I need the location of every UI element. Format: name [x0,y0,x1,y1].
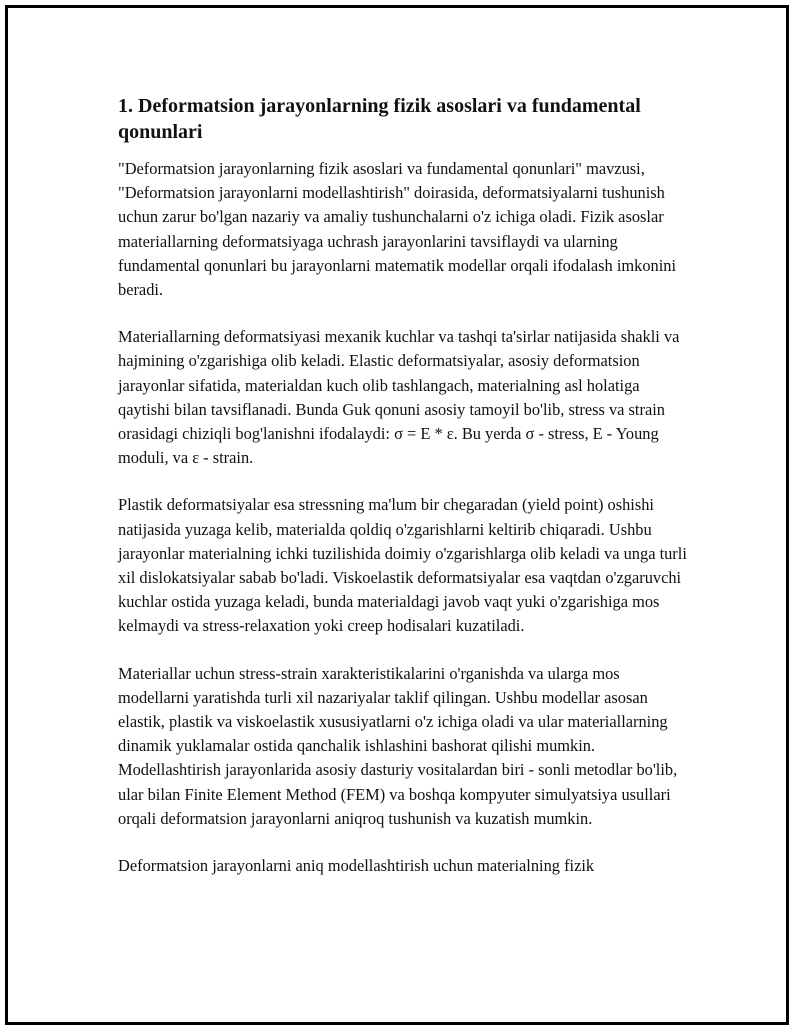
paragraph-stress-strain-models: Materiallar uchun stress-strain xarakteristikalarini o'rganishda va ularga mos modellarni yaratishda turli xil nazariyalar taklif qilingan. Ushbu modellar asosan elastik, plastik va viskoelastik xususiyatlarni o'z ichiga oladi va ular materiallarning dinamik yuklamalar ostida qanchalik ishlashini bashorat qilishi mumkin. Modellashtirish jarayonlarida asosiy dasturiy vositalardan biri - sonli metodlar bo'lib, ular bilan Finite Element Method (FEM) va boshqa kompyuter simulyatsiya usullari orqali deformatsion jarayonlarni aniqroq tushunish va kuzatish mumkin. [118,663,678,828]
section-heading: 1. Deformatsion jarayonlarning fizik asoslari va fundamental qonunlari [118,95,641,143]
paragraph-elastic-deformation: Materiallarning deformatsiyasi mexanik kuchlar va tashqi ta'sirlar natijasida shakli va hajmining o'zgarishiga olib keladi. Elastic deformatsiyalar, asosiy deformatsion jarayonlar sifatida, materialdan kuch olib tashlangach, materialning asl holatiga qaytishi bilan tavsiflanadi. Bunda Guk qonuni asosiy tamoyil bo'lib, stress va strain orasidagi chiziqli bog'lanishni ifodalaydi: σ = E * ε. Bu yerda σ - stress, E - Young moduli, va ε - strain. [118,327,680,468]
document-body [118,93,688,901]
paragraph-modelling-continued: Deformatsion jarayonlarni aniq modellashtirish uchun materialning fizik [118,856,595,876]
paragraph-intro: "Deformatsion jarayonlarning fizik asoslari va fundamental qonunlari" mavzusi, "Deformatsion jarayonlarni modellashtirish" doirasida, deformatsiyalarni tushunish uchun zarur bo'lgan nazariy va amaliy tushunchalarni o'z ichiga oladi. Fizik asoslar materiallarning deformatsiyaga uchrash jarayonlarini tavsiflaydi va ularning fundamental qonunlari bu jarayonlarni matematik modellar orqali ifodalash imkonini beradi. [118,159,677,300]
paragraph-plastic-deformation: Plastik deformatsiyalar esa stressning ma'lum bir chegaradan (yield point) oshishi natijasida yuzaga kelib, materialda qoldiq o'zgarishlarni keltirib chiqaradi. Ushbu jarayonlar materialning ichki tuzilishida doimiy o'zgarishlarga olib keladi va unga turli xil dislokatsiyalar sabab bo'ladi. Viskoelastik deformatsiyalar esa vaqtdan o'zgaruvchi kuchlar ostida yuzaga keladi, bunda materialdagi javob vaqt yuki o'zgarishiga mos kelmaydi va stress-relaxation yoki creep hodisalari kuzatiladi. [118,495,687,636]
